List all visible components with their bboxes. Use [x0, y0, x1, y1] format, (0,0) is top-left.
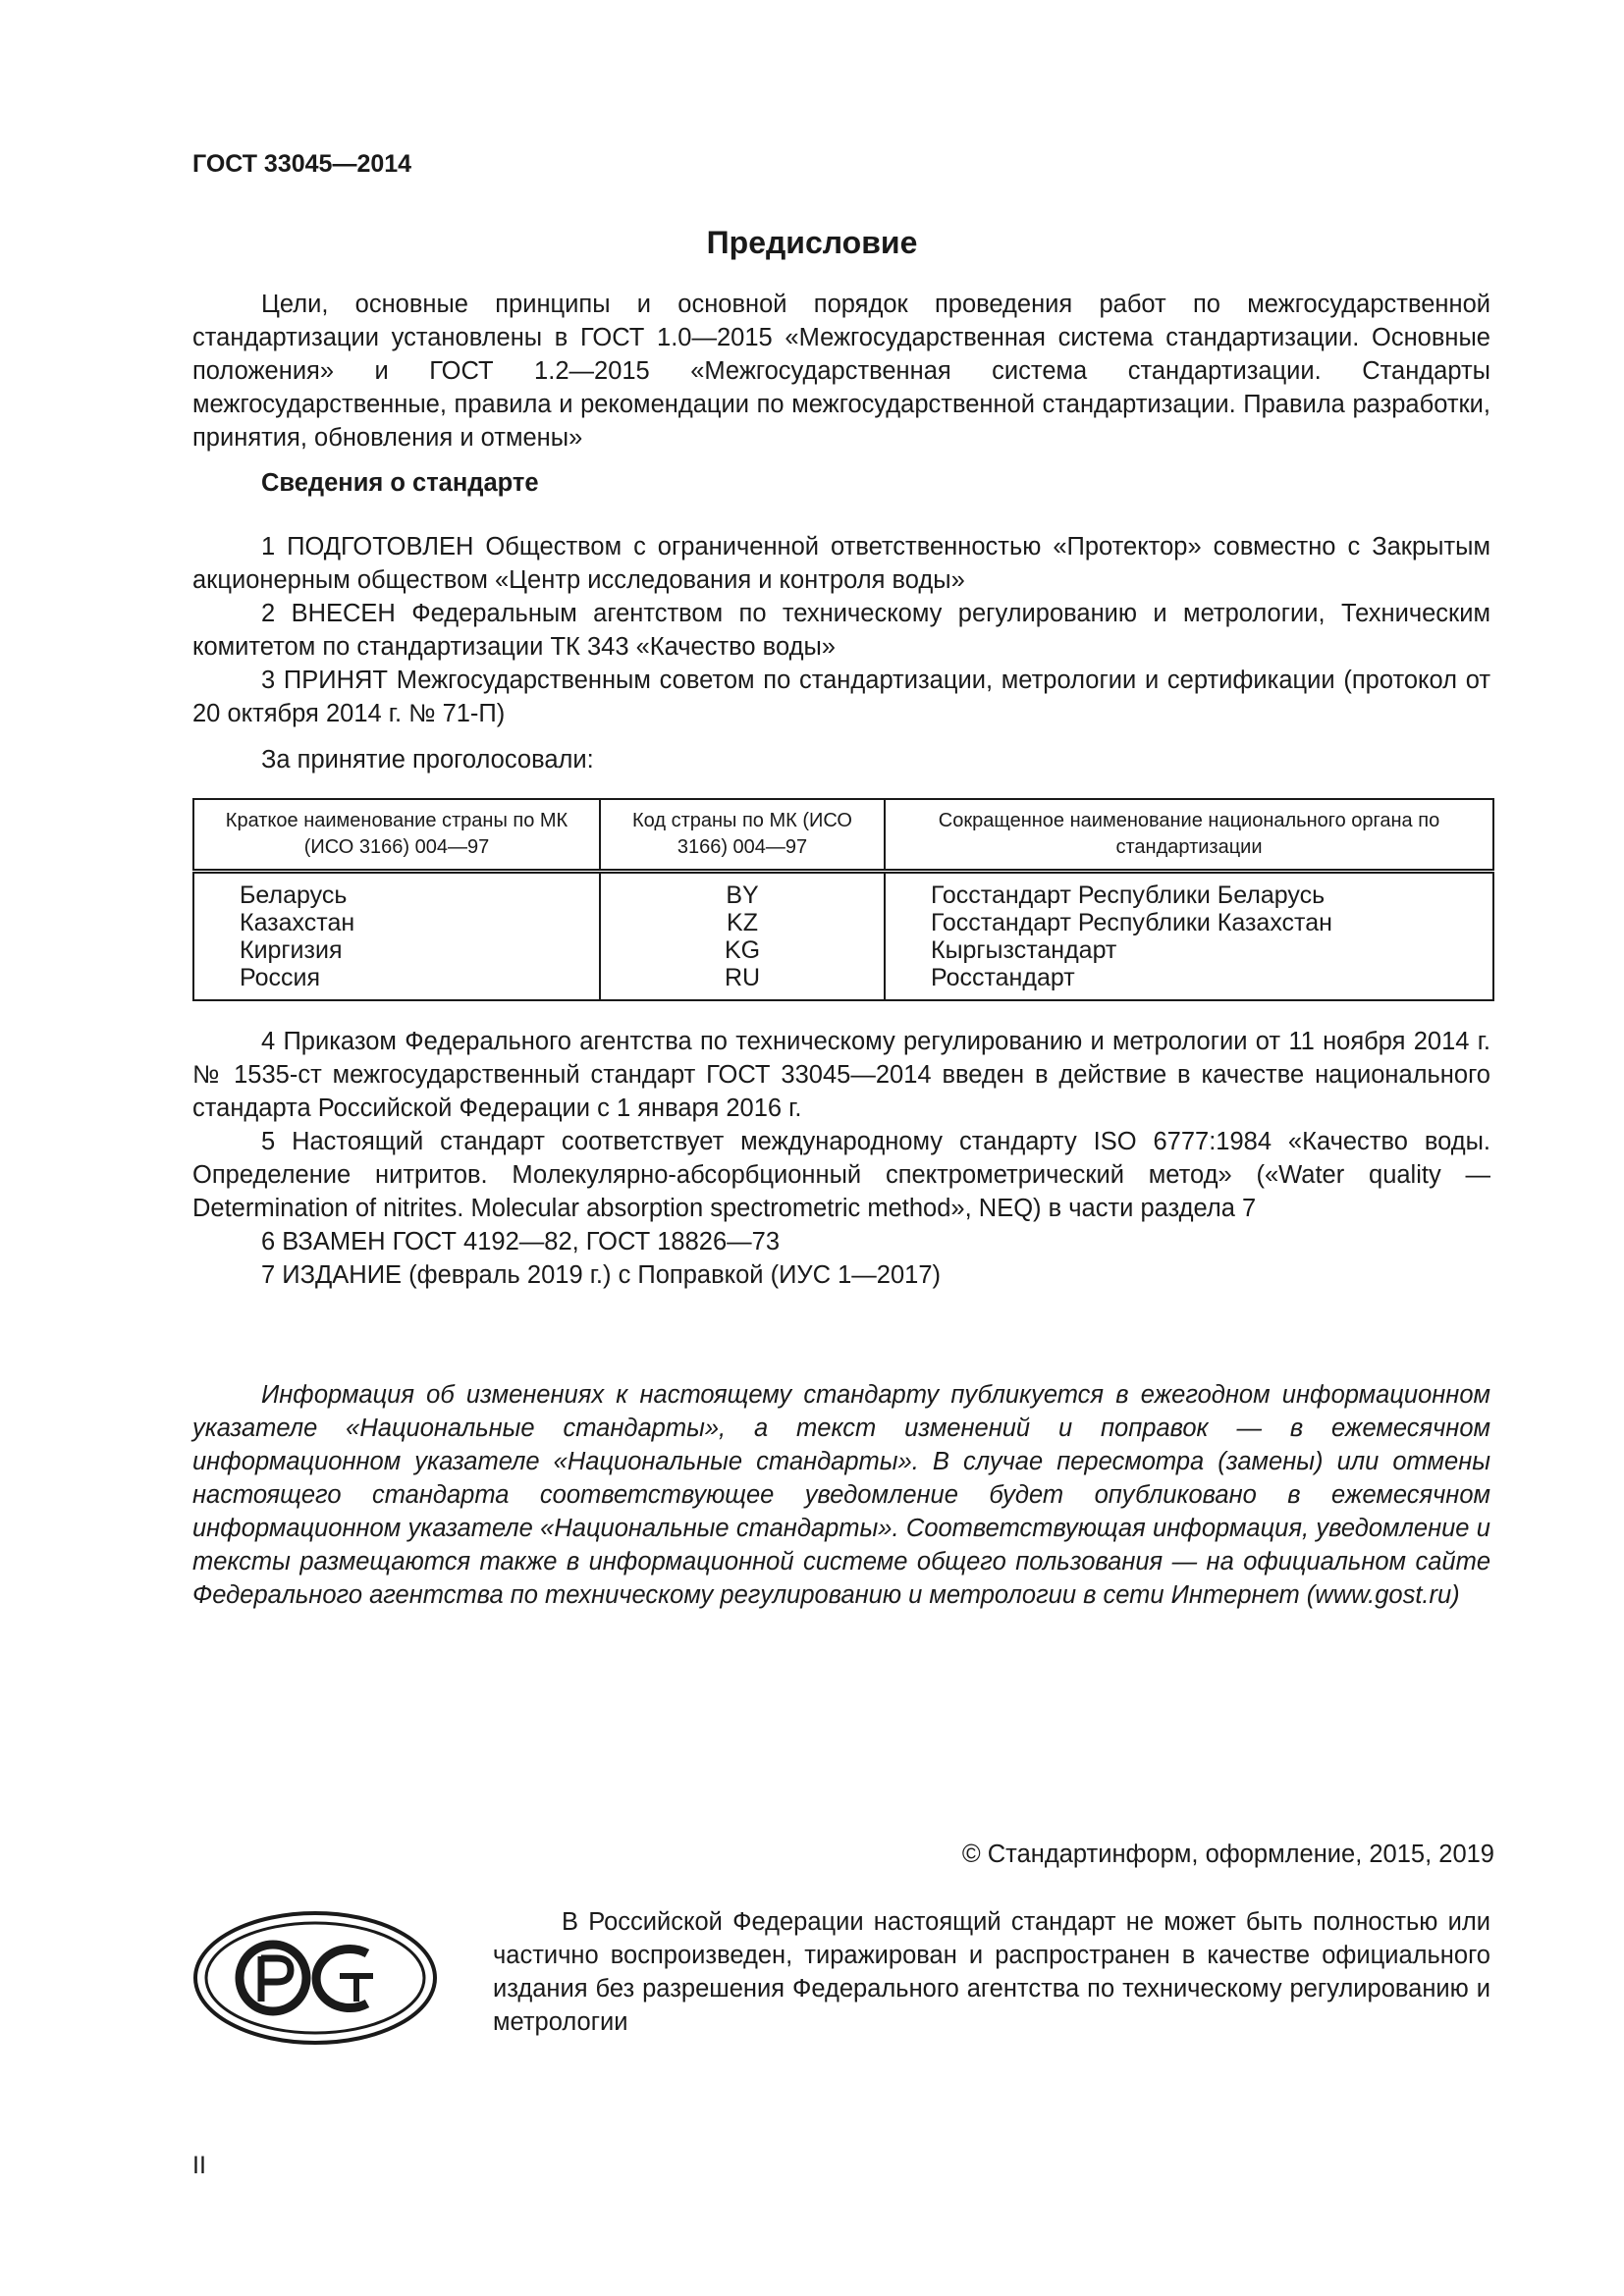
code-cell: KZ [727, 909, 758, 936]
table-header-country: Краткое наименование страны по МК (ИСО 3166) 004—97 [193, 799, 600, 872]
voting-table [192, 798, 1494, 1001]
code-cell: RU [724, 964, 761, 991]
copyright-line: © Стандартинформ, оформление, 2015, 2019 [961, 1841, 1494, 1868]
body-cell: Госстандарт Республики Беларусь [931, 881, 1326, 909]
table-header-code: Код страны по МК (ИСО 3166) 004—97 [600, 799, 885, 872]
country-cell: Казахстан [240, 909, 355, 936]
list-item: 2 ВНЕСЕН Федеральным агентством по техническому регулированию и метрологии, Техническим комитетом по стандартизации ТК 343 «Качество воды» [192, 600, 1490, 661]
changes-info-notice: Информация об изменениях к настоящему стандарту публикуется в ежегодном информационном указателе «Национальные стандарты», а текст изменений и поправок — в ежемесячном информационном указателе «Национальные стандарты». В случае пересмотра (замены) или отмены настоящего стандарта соответствующее уведомление будет опубликовано в ежемесячном информационном указателе «Национальные стандарты». Соответствующая информация, уведомление и тексты размещаются также в информационной системе общего пользования — на официальном сайте Федерального агентства по техническому регулированию и метрологии в сети Интернет (www.gost.ru) [192, 1381, 1490, 1609]
reproduction-notice: В Российской Федерации настоящий стандарт не может быть полностью или частично воспроизведен, тиражирован и распространен в качестве официального издания без разрешения Федерального агентства по техническому регулированию и метрологии [493, 1908, 1490, 2036]
body-cell: Росстандарт [931, 964, 1075, 991]
vote-label: За принятие проголосовали: [261, 746, 594, 774]
list-item: 4 Приказом Федерального агентства по техническому регулированию и метрологии от 11 ноября 2014 г. № 1535-ст межгосударственный стандарт ГОСТ 33045—2014 введен в действие в качестве национального стандарта Российской Федерации с 1 января 2016 г. [192, 1028, 1490, 1122]
list-item: 5 Настоящий стандарт соответствует международному стандарту ISO 6777:1984 «Качество воды. Определение нитритов. Молекулярно-абсорбционный спектрометрический метод» («Water quality — Determination of nitrites. Molecular absorption spectrometric method», NEQ) в части раздела 7 [192, 1128, 1490, 1222]
items-list-a [192, 530, 1490, 730]
page-number: II [192, 2152, 206, 2179]
country-cell: Беларусь [240, 881, 348, 909]
list-item: 3 ПРИНЯТ Межгосударственным советом по стандартизации, метрологии и сертификации (протокол от 20 октября 2014 г. № 71-П) [192, 667, 1490, 727]
country-column [193, 872, 600, 1001]
list-item: 7 ИЗДАНИЕ (февраль 2019 г.) с Поправкой (ИУС 1—2017) [261, 1261, 942, 1289]
table-header-body: Сокращенное наименование национального органа по стандартизации [885, 799, 1493, 872]
country-cell: Киргизия [240, 936, 343, 964]
body-cell: Кыргызстандарт [931, 936, 1117, 964]
list-item: 6 ВЗАМЕН ГОСТ 4192—82, ГОСТ 18826—73 [261, 1228, 781, 1255]
rst-logo-icon [192, 1909, 438, 2047]
body-column [885, 872, 1493, 1001]
body-cell: Госстандарт Республики Казахстан [931, 909, 1332, 936]
intro-text: Цели, основные принципы и основной порядок проведения работ по межгосударственной стандартизации установлены в ГОСТ 1.0—2015 «Межгосударственная система стандартизации. Основные положения» и ГОСТ 1.2—2015 «Межгосударственная система стандартизации. Стандарты межгосударственные, правила и рекомендации по межгосударственной стандартизации. Правила разработки, принятия, обновления и отмены» [192, 291, 1490, 452]
table-row [193, 872, 1493, 1001]
document-code: ГОСТ 33045—2014 [192, 150, 412, 178]
list-item: 1 ПОДГОТОВЛЕН Обществом с ограниченной ответственностью «Протектор» совместно с Закрытым акционерным обществом «Центр исследования и контроля воды» [192, 533, 1490, 594]
code-cell: BY [726, 881, 759, 909]
country-cell: Россия [240, 964, 320, 991]
info-heading: Сведения о стандарте [261, 469, 539, 497]
table-header-row [193, 799, 1493, 872]
code-cell: KG [724, 936, 761, 964]
code-column [600, 872, 885, 1001]
items-list-b [192, 1025, 1490, 1292]
intro-paragraph [192, 288, 1490, 454]
page-title: Предисловие [706, 225, 918, 260]
